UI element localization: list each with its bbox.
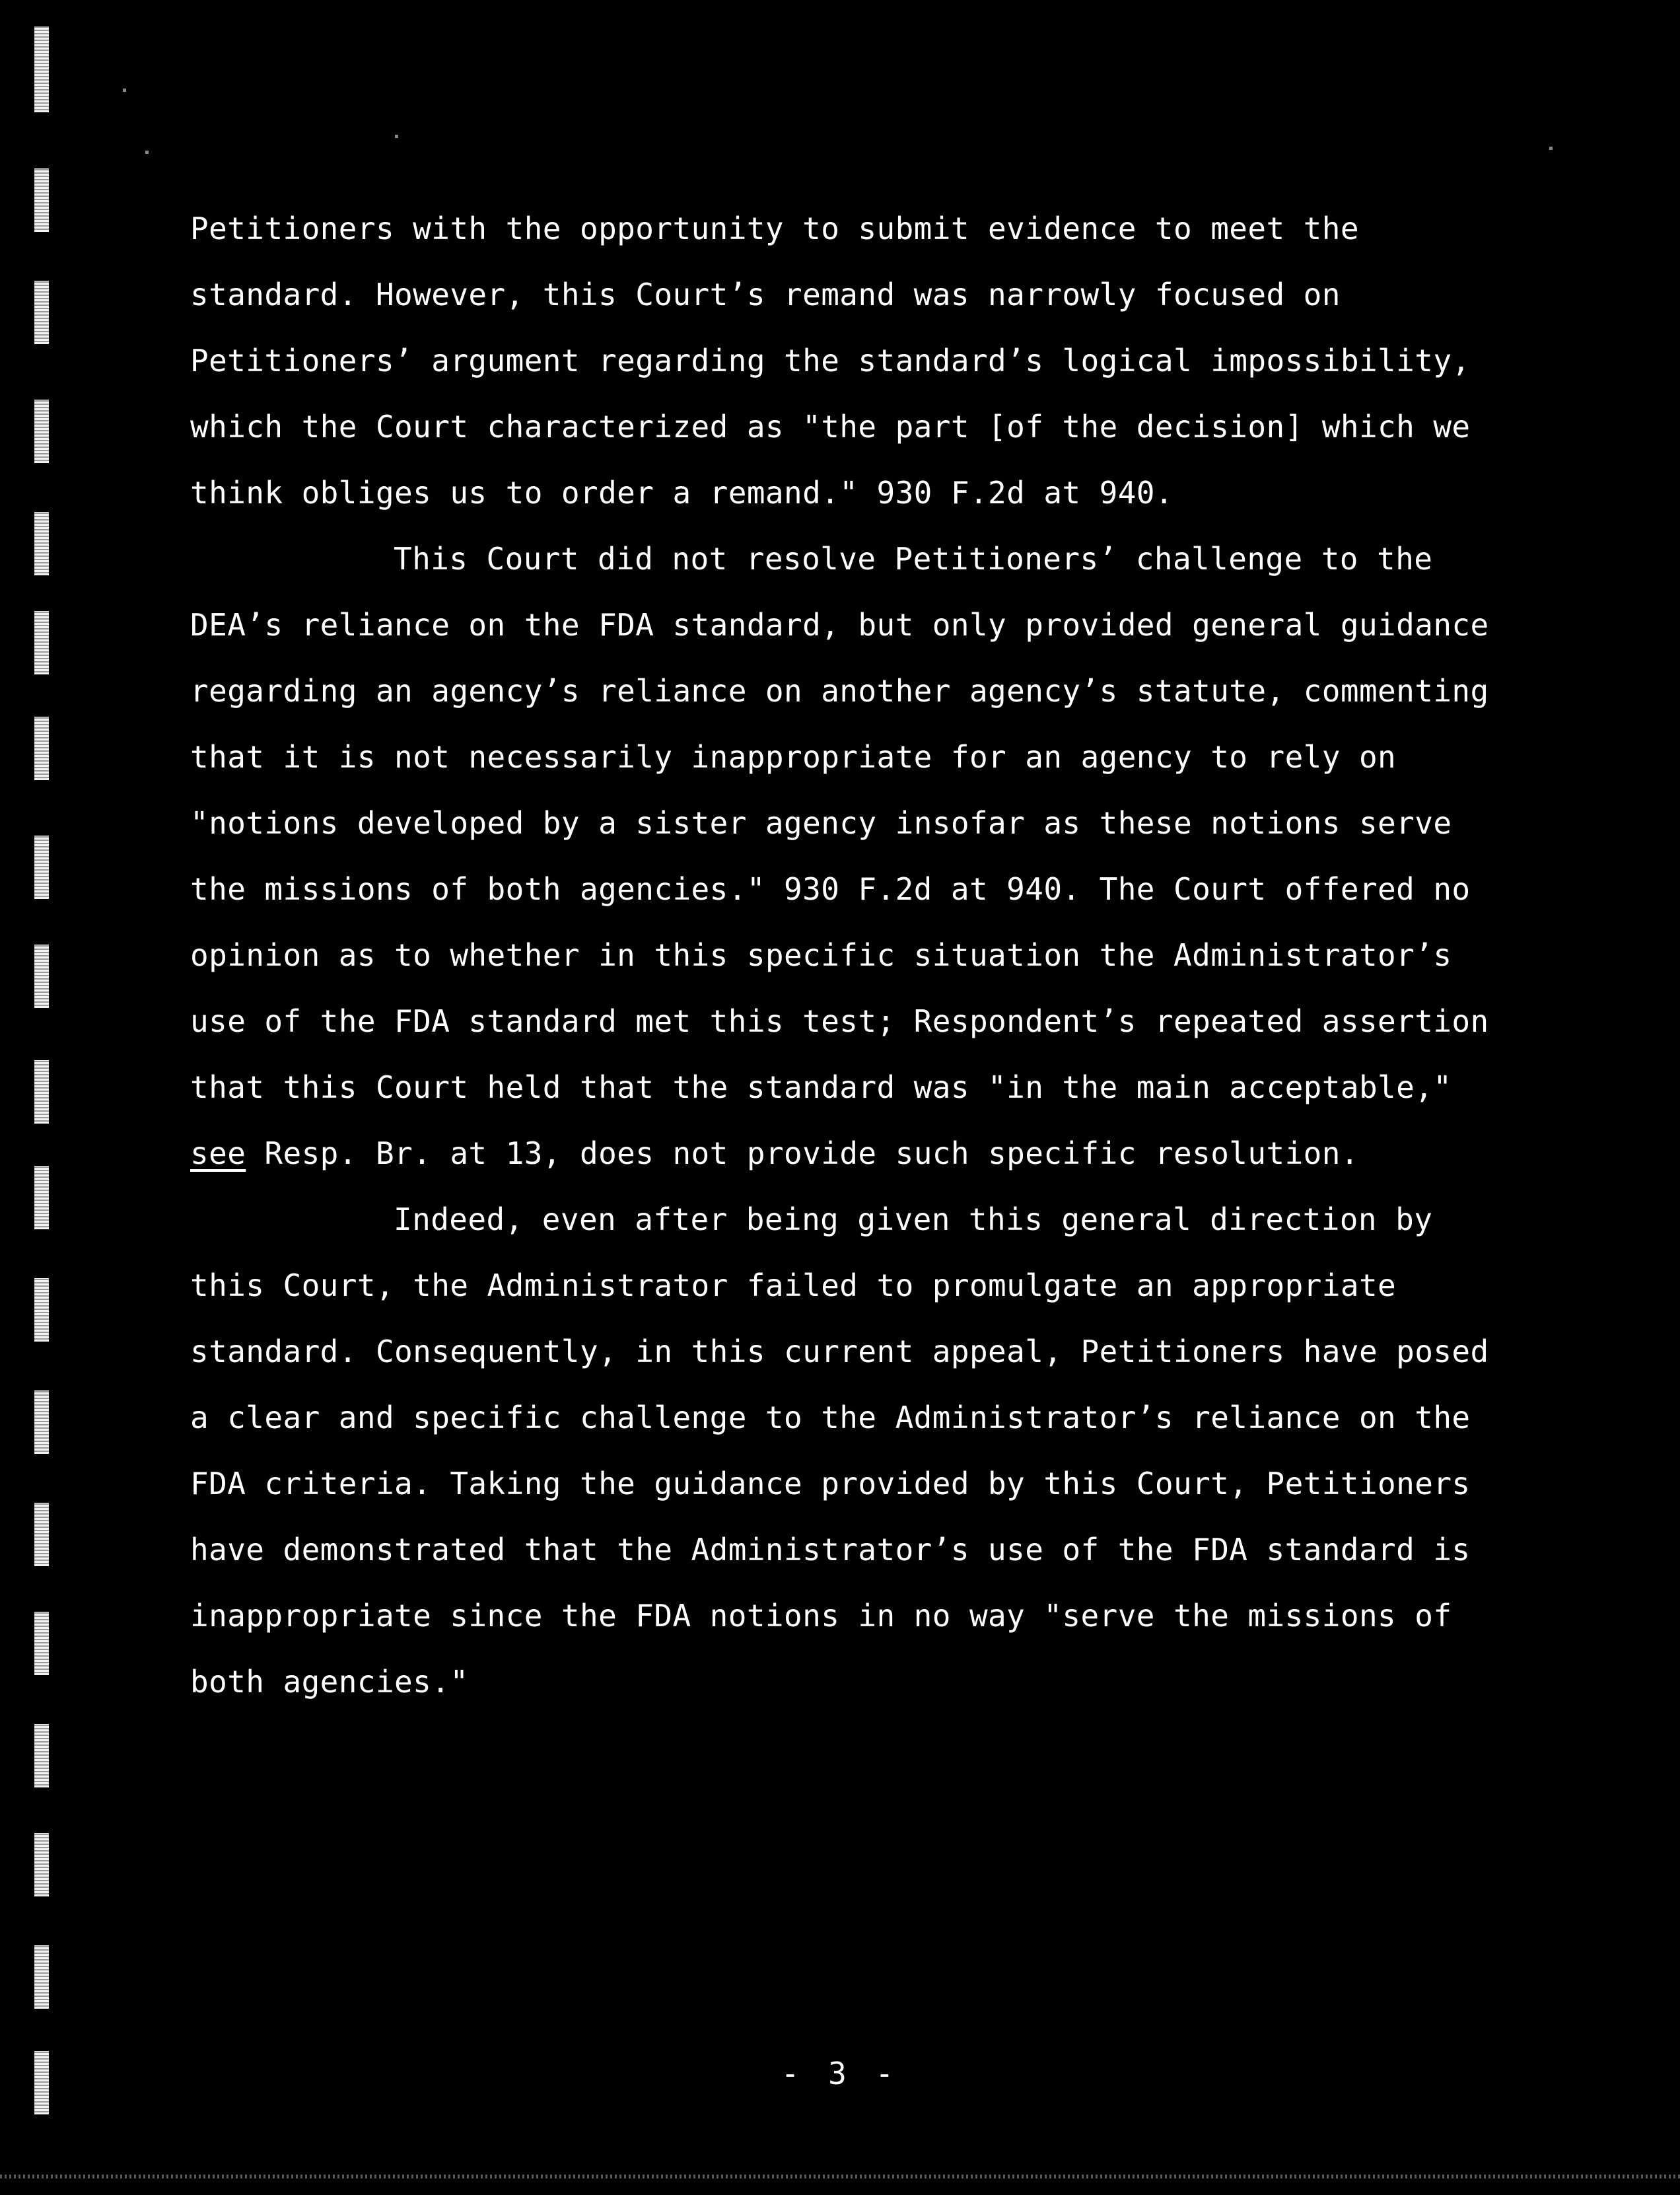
paragraph-2-text-end: Resp. Br. at 13, does not provide such specific resolution. [246, 1135, 1359, 1171]
margin-mark [34, 281, 49, 344]
scan-speck [395, 135, 398, 138]
margin-mark [34, 1833, 49, 1896]
scan-speck [145, 151, 149, 154]
margin-mark [34, 1166, 49, 1229]
margin-mark [34, 1612, 49, 1675]
binding-margin-marks [34, 0, 61, 2195]
margin-mark [34, 1724, 49, 1787]
margin-mark [34, 26, 49, 112]
margin-mark [34, 1278, 49, 1342]
margin-mark [34, 1945, 49, 2009]
paragraph-3 [190, 1186, 1524, 1715]
margin-mark [34, 717, 49, 780]
margin-mark [34, 400, 49, 463]
paragraph-2 [190, 526, 1524, 1186]
margin-mark [34, 1060, 49, 1124]
margin-mark [34, 836, 49, 899]
scan-speck [123, 89, 126, 92]
margin-mark [34, 945, 49, 1008]
margin-mark [34, 1390, 49, 1454]
citation-signal-see: see [190, 1135, 246, 1171]
paragraph-3-text: Indeed, even after being given this general direction by this Court, the Administrator failed to promulgate an appropriate standard. Consequently, in this current appeal, Petitioners have posed a clear and specific challenge to the Administrator’s reliance on the FDA criteria. Taking the guidance provided by this Court, Petitioners have demonstrated that the Administrator’s use of the FDA standard is inappropriate since the FDA notions in no way "serve the missions of both agencies." [190, 1202, 1489, 1700]
page-number: - 3 - [781, 2056, 899, 2091]
margin-mark [34, 1503, 49, 1566]
paragraph-1-text: Petitioners with the opportunity to submit evidence to meet the standard. However, this Court’s remand was narrowly focused on Petitioners’ argument regarding the standard’s logical impossibility, which the Court characterized as "the part [of the decision] which we think obliges us to order a remand." 930 F.2d at 940. [190, 211, 1471, 511]
scan-bottom-edge [0, 2175, 1680, 2178]
document-body [190, 196, 1524, 1715]
paragraph-1 [190, 196, 1524, 526]
paragraph-2-text-start: This Court did not resolve Petitioners’ challenge to the DEA’s reliance on the FDA standard, but only provided general guidance regarding an agency’s reliance on another agency’s statute, commenting that it is not necessarily inappropriate for an agency to rely on "notions developed by a sister agency insofar as these notions serve the missions of both agencies." 930 F.2d at 940. The Court offered no opinion as to whether in this specific situation the Administrator’s use of the FDA standard met this test; Respondent’s repeated assertion that this Court held that the standard was "in the main acceptable," [190, 541, 1489, 1105]
margin-mark [34, 611, 49, 674]
margin-mark [34, 512, 49, 575]
scan-speck [1549, 147, 1553, 150]
margin-mark [34, 168, 49, 232]
